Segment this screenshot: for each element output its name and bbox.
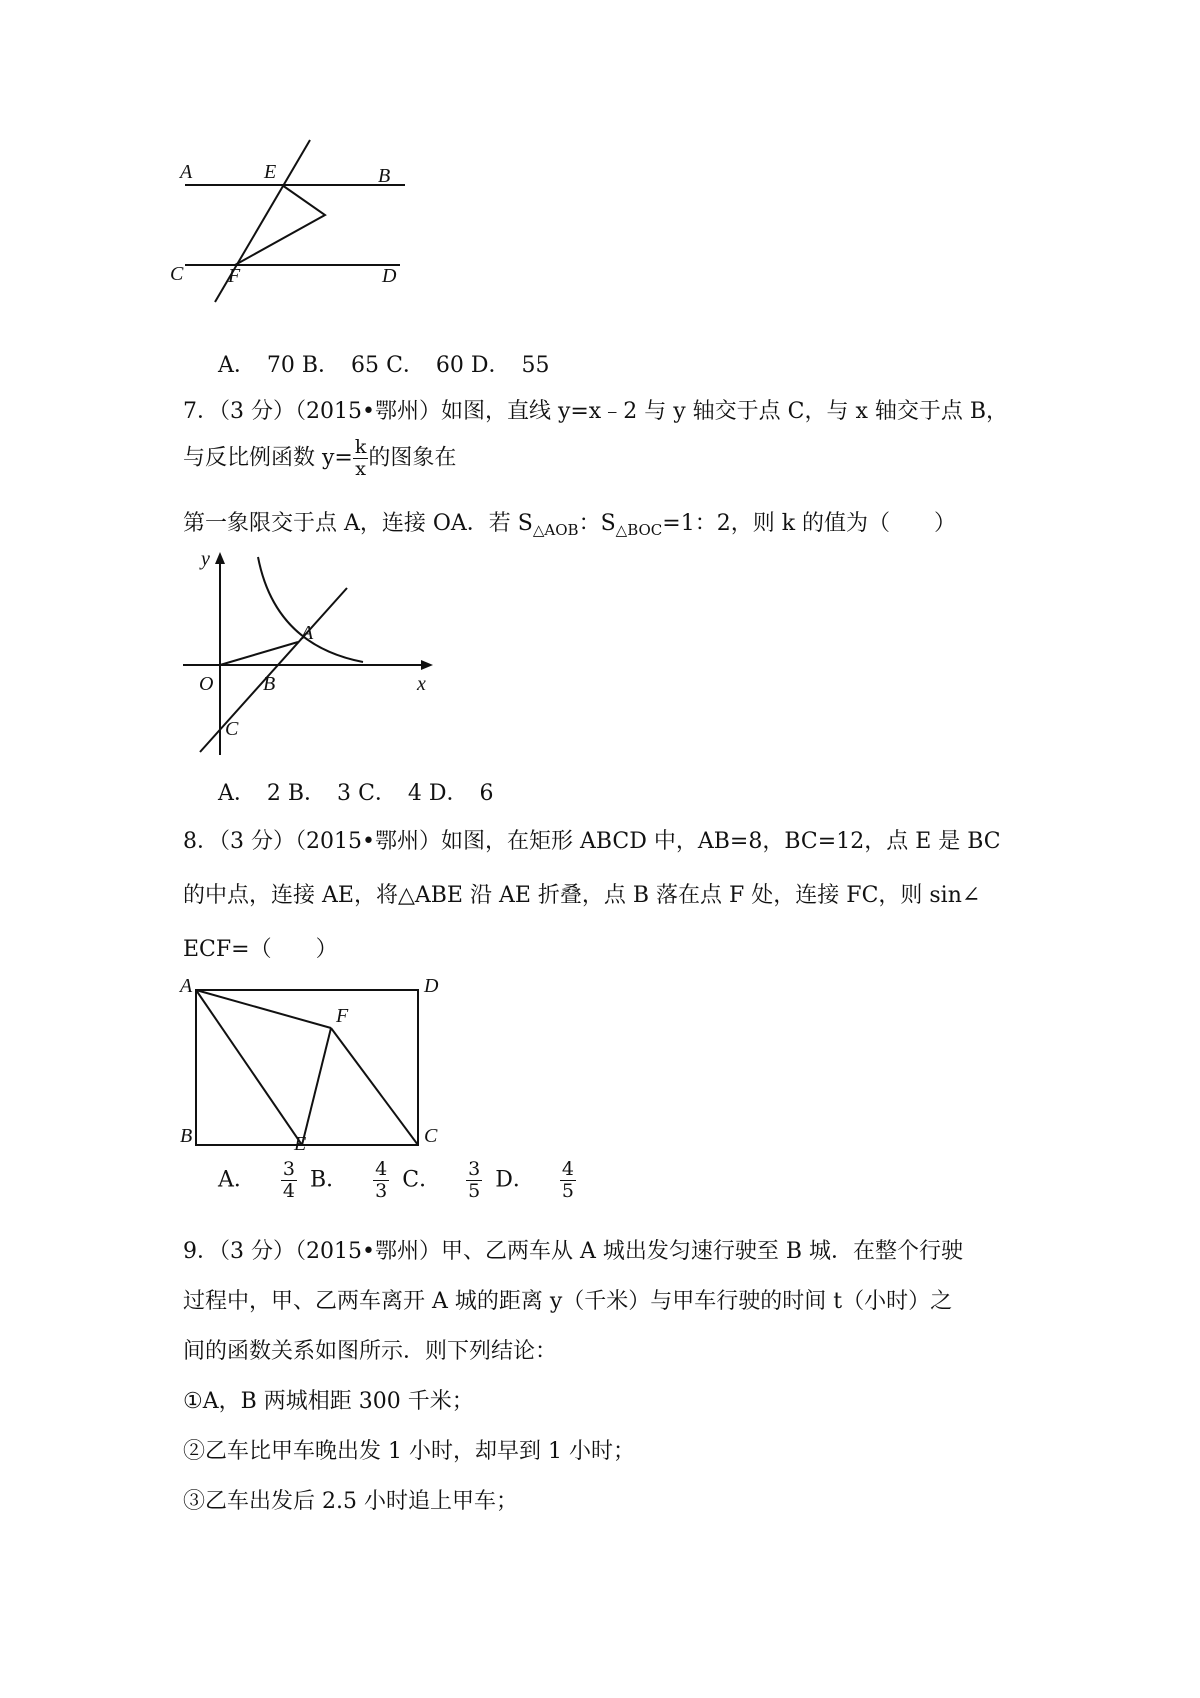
label-a: A [180,975,193,997]
q7-line1: 7．（3 分）（2015•鄂州）如图，直线 y=x﹣2 与 y 轴交于点 C，与 x 轴交于点 B， [183,399,1009,424]
label-b: B [378,165,391,187]
q6-option-d[interactable]: D． 55 [470,353,550,378]
fraction-numerator: 4 [561,1158,574,1180]
q6-figure [170,130,430,310]
q7-line2 [183,438,456,479]
q9-line1: 9．（3 分）（2015•鄂州）甲、乙两车从 A 城出发匀速行驶至 B 城．在整个行驶 [183,1239,963,1264]
fraction-denominator: x [355,458,366,480]
label-d: D [424,975,439,997]
segment-ae [196,990,302,1145]
label-o: O [199,673,214,695]
q6-option-a[interactable]: A． 70 [218,353,295,378]
q7-options [218,776,494,807]
q9-statement-1: ①A，B 两城相距 300 千米； [183,1389,474,1414]
q7-line2-pre: 与反比例函数 y= [183,445,353,471]
q8-line2: 的中点，连接 AE，将△ABE 沿 AE 折叠，点 B 落在点 F 处，连接 FC，则 sin∠ [183,883,981,908]
q7-option-a[interactable]: A． 2 [218,781,281,806]
fraction-3-4 [281,1160,297,1201]
q7-option-d[interactable]: D． 6 [428,781,494,806]
label-c: C [225,718,239,740]
q8-line1: 8．（3 分）（2015•鄂州）如图，在矩形 ABCD 中，AB=8，BC=12，点 E 是 BC [183,829,1001,854]
q8-option-c-label: C． [402,1167,442,1193]
q8-options [218,1160,582,1201]
q7-line3-a: 第一象限交于点 A，连接 OA．若 S [183,511,533,536]
fraction-numerator: 4 [375,1158,388,1180]
label-b: B [263,673,276,695]
q6-option-b[interactable]: B． 65 [301,353,380,378]
fraction-numerator: 3 [282,1158,295,1180]
label-c: C [424,1125,438,1147]
subscript-boc: △BOC [615,521,663,539]
fraction-numerator: k [354,436,367,458]
q7-line2-post: 的图象在 [368,445,457,471]
fraction-4-3 [373,1160,389,1201]
q8-option-b[interactable] [310,1160,395,1201]
fraction-denominator: 3 [375,1180,388,1202]
angle-lines [235,185,325,265]
fraction-3-5 [466,1160,482,1201]
label-c: C [170,263,184,285]
q8-option-a-label: A． [218,1167,256,1193]
q9-statement-3: ③乙车出发后 2.5 小时追上甲车； [183,1489,518,1514]
x-axis-arrow-icon [421,660,433,670]
q8-option-d[interactable] [495,1160,582,1201]
line-y-eq-x-minus-2 [200,588,347,752]
fraction-4-5 [560,1160,576,1201]
segment-oa [220,642,298,665]
label-e: E [294,1133,307,1155]
label-a: A [180,161,193,183]
fraction-numerator: 3 [468,1158,481,1180]
q8-option-b-label: B． [309,1167,349,1193]
segment-ef [302,1028,331,1145]
subscript-aob: △AOB [532,521,579,539]
q7-figure [175,540,445,760]
label-x: x [417,673,426,695]
fraction-denominator: 4 [282,1180,295,1202]
label-y: y [201,548,210,570]
label-b: B [180,1125,193,1147]
q9-line2: 过程中，甲、乙两车离开 A 城的距离 y（千米）与甲车行驶的时间 t（小时）之 [183,1289,953,1314]
q8-option-a[interactable] [218,1160,303,1201]
q8-option-c[interactable] [402,1160,488,1201]
q9-line3: 间的函数关系如图所示．则下列结论： [183,1339,558,1364]
hyperbola-curve [258,557,363,662]
segment-af [196,990,331,1028]
q7-line3-c: =1：2，则 k 的值为（ ） [662,511,957,536]
q7-line3-b: ：S [578,511,616,536]
label-d: D [382,265,397,287]
q6-option-c[interactable]: C． 60 [386,353,464,378]
q7-option-b[interactable]: B． 3 [287,781,352,806]
q8-option-d-label: D． [495,1167,535,1193]
q8-figure [178,970,440,1155]
q7-option-c[interactable]: C． 4 [358,781,422,806]
fraction-denominator: 5 [561,1180,574,1202]
label-a: A [301,622,314,644]
fraction-k-over-x [353,438,369,479]
q9-statement-2: ②乙车比甲车晚出发 1 小时，却早到 1 小时； [183,1439,635,1464]
q8-line3: ECF=（ ） [183,937,338,962]
q7-line3 [183,506,956,539]
label-e: E [264,161,277,183]
label-f: F [228,265,241,287]
segment-fc [331,1028,418,1145]
label-f: F [336,1005,349,1027]
fraction-denominator: 5 [468,1180,481,1202]
y-axis-arrow-icon [215,552,225,564]
q6-options [218,348,550,379]
